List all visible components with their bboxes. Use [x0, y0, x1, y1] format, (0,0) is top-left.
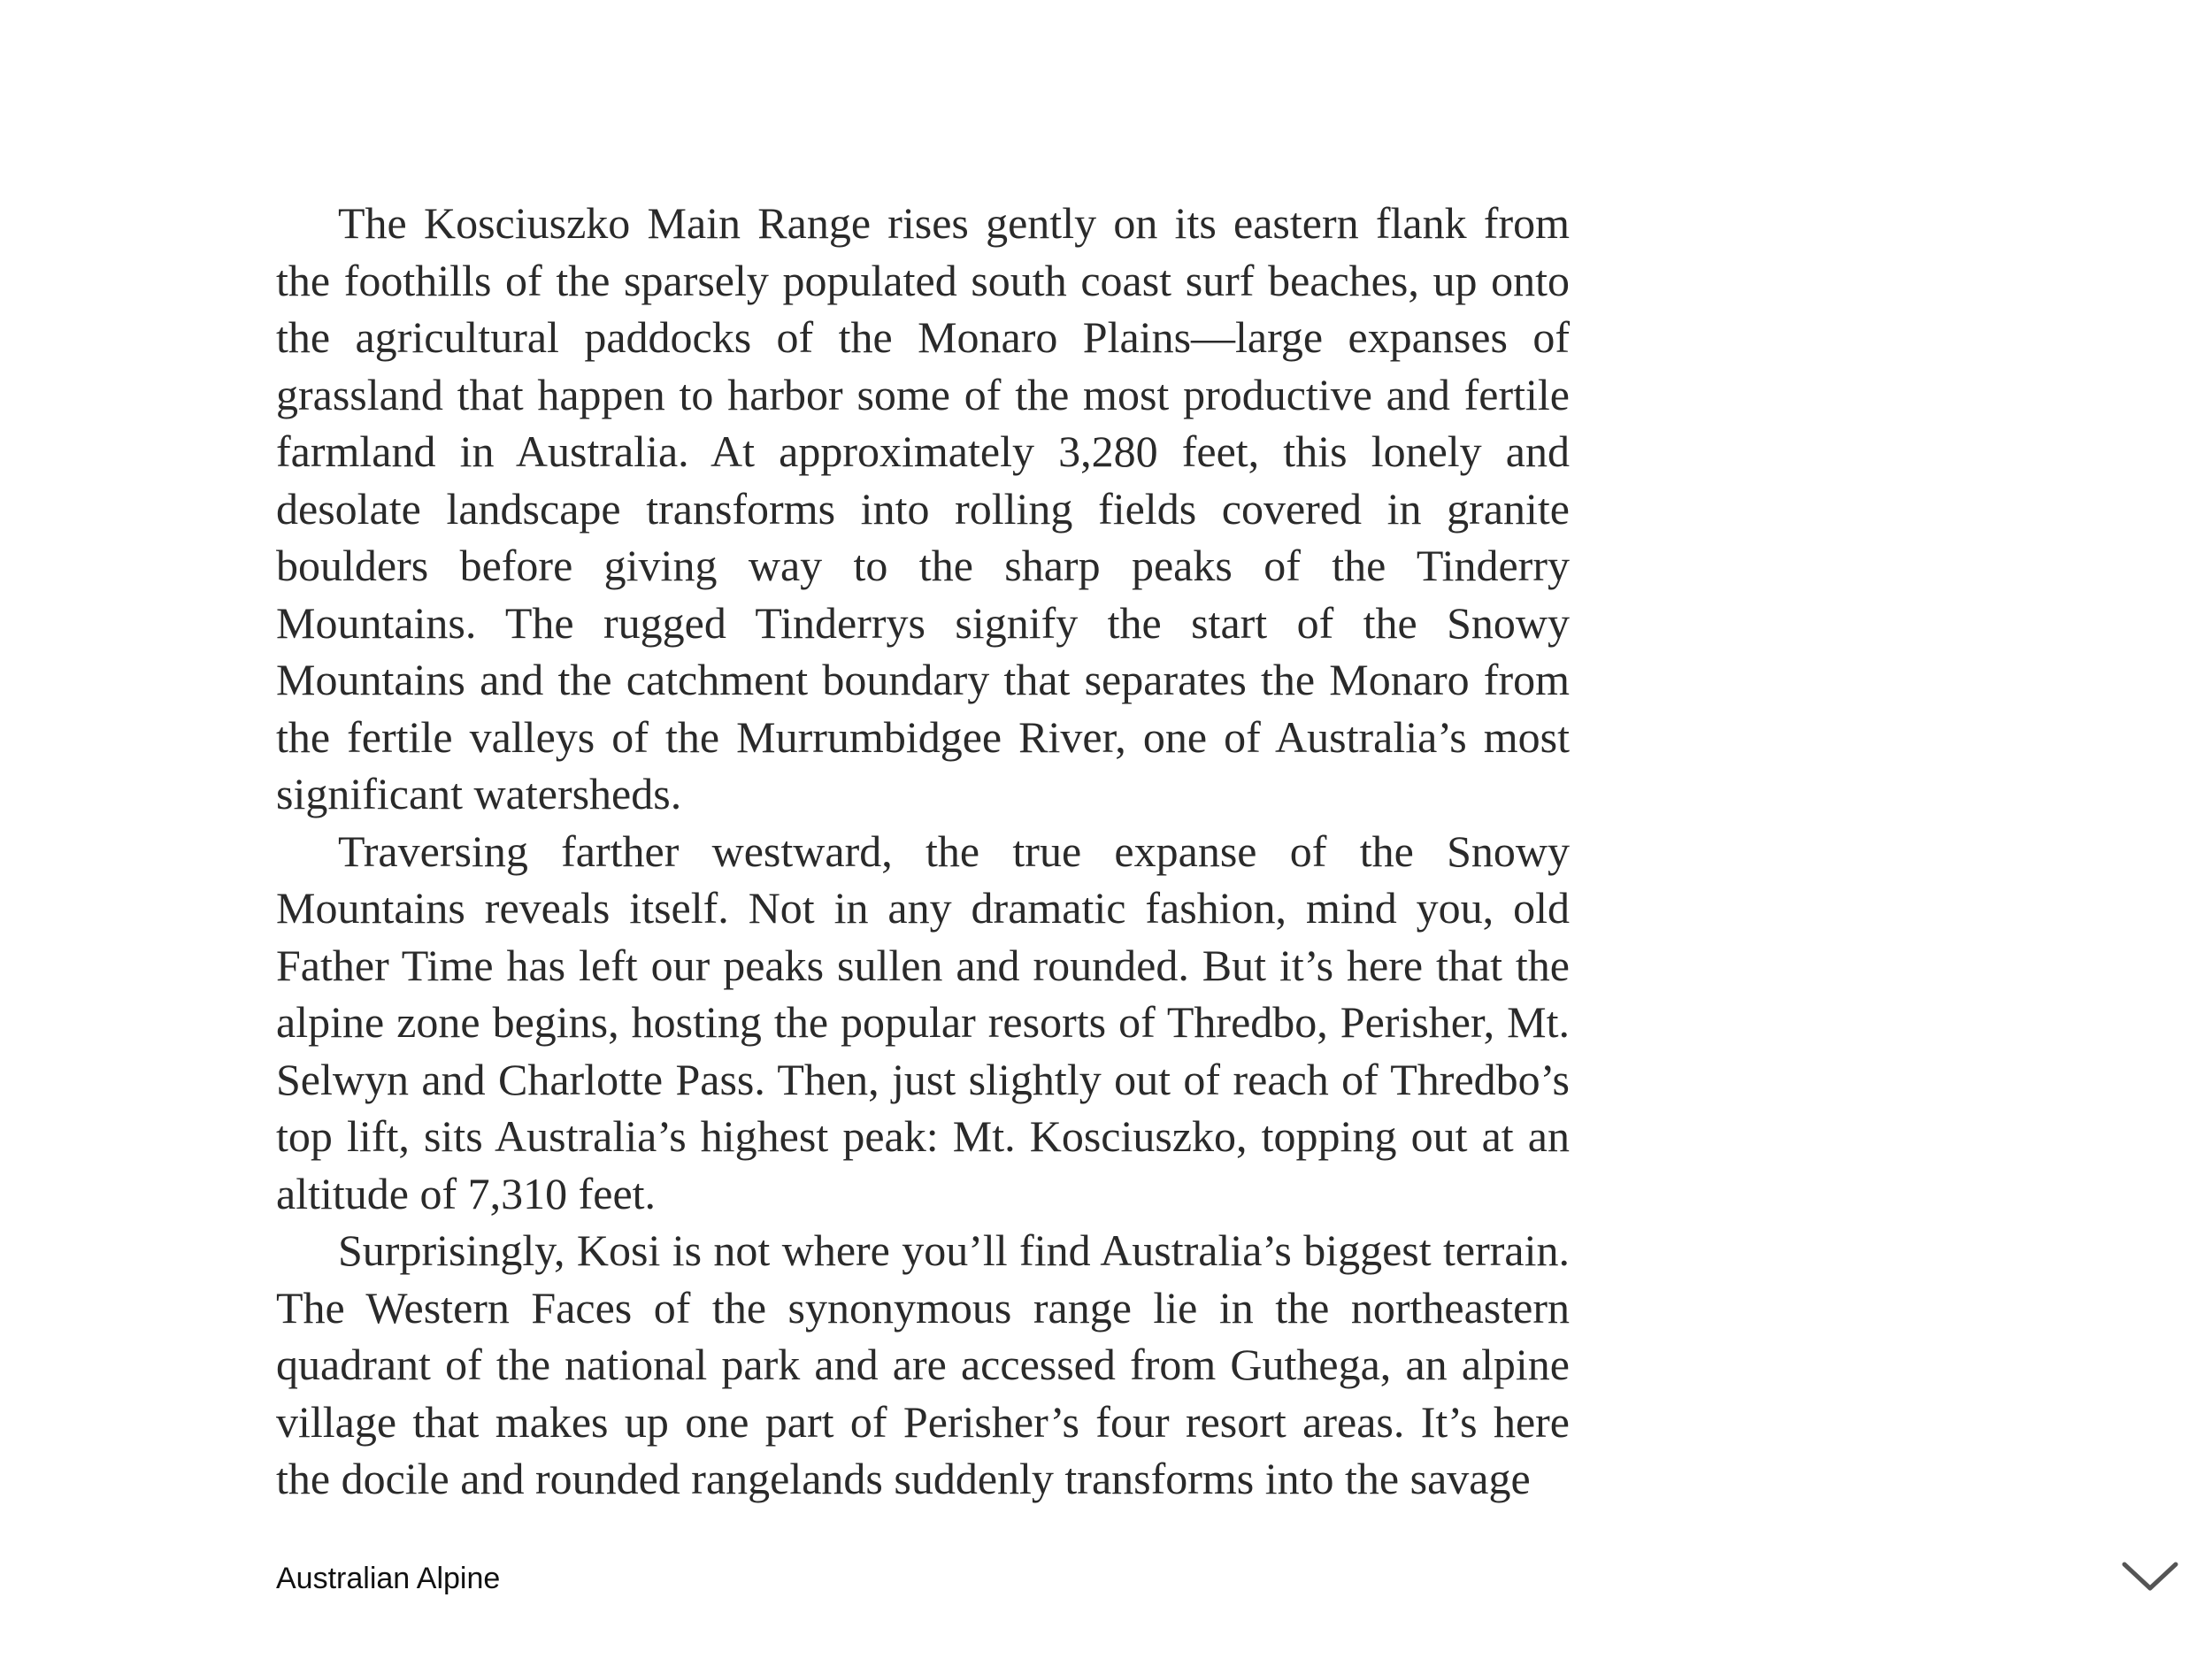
book-title: Australian Alpine [276, 1562, 501, 1595]
paragraph: Surprisingly, Kosi is not where you’ll find Australia’s biggest terrain. The Western Faces of the synonymous range lie in the northeastern quadrant of the national park and are accessed from Guthega, an alpine village that makes up one part of Perisher’s four resort areas. It’s here the docile and rounded rangelands suddenly transforms into the savage [276, 1225, 1570, 1503]
paragraph: Traversing farther westward, the true expanse of the Snowy Mountains reveals itself. Not in any dramatic fashion, mind you, old Father Time has left our peaks sullen and rounded. But it’s here that the alpine zone begins, hosting the popular resorts of Thredbo, Perisher, Mt. Selwyn and Charlotte Pass. Then, just slightly out of reach of Thredbo’s top lift, sits Australia’s highest peak: Mt. Kosciuszko, topping out at an altitude of 7,310 feet. [276, 826, 1570, 1218]
body-text [276, 195, 1570, 1508]
chevron-down-icon [2119, 1550, 2181, 1603]
next-page-button[interactable] [2119, 1550, 2181, 1603]
paragraph: The Kosciuszko Main Range rises gently on its eastern flank from the foothills of the sparsely populated south coast surf beaches, up onto the agricultural paddocks of the Monaro Plains—large expanses of grassland that happen to harbor some of the most productive and fertile farmland in Australia. At approximately 3,280 feet, this lonely and desolate landscape transforms into rolling fields covered in granite boulders before giving way to the sharp peaks of the Tinderry Mountains. The rugged Tinderrys signify the start of the Snowy Mountains and the catchment boundary that separates the Monaro from the fertile valleys of the Murrumbidgee River, one of Australia’s most significant watersheds. [276, 198, 1570, 818]
